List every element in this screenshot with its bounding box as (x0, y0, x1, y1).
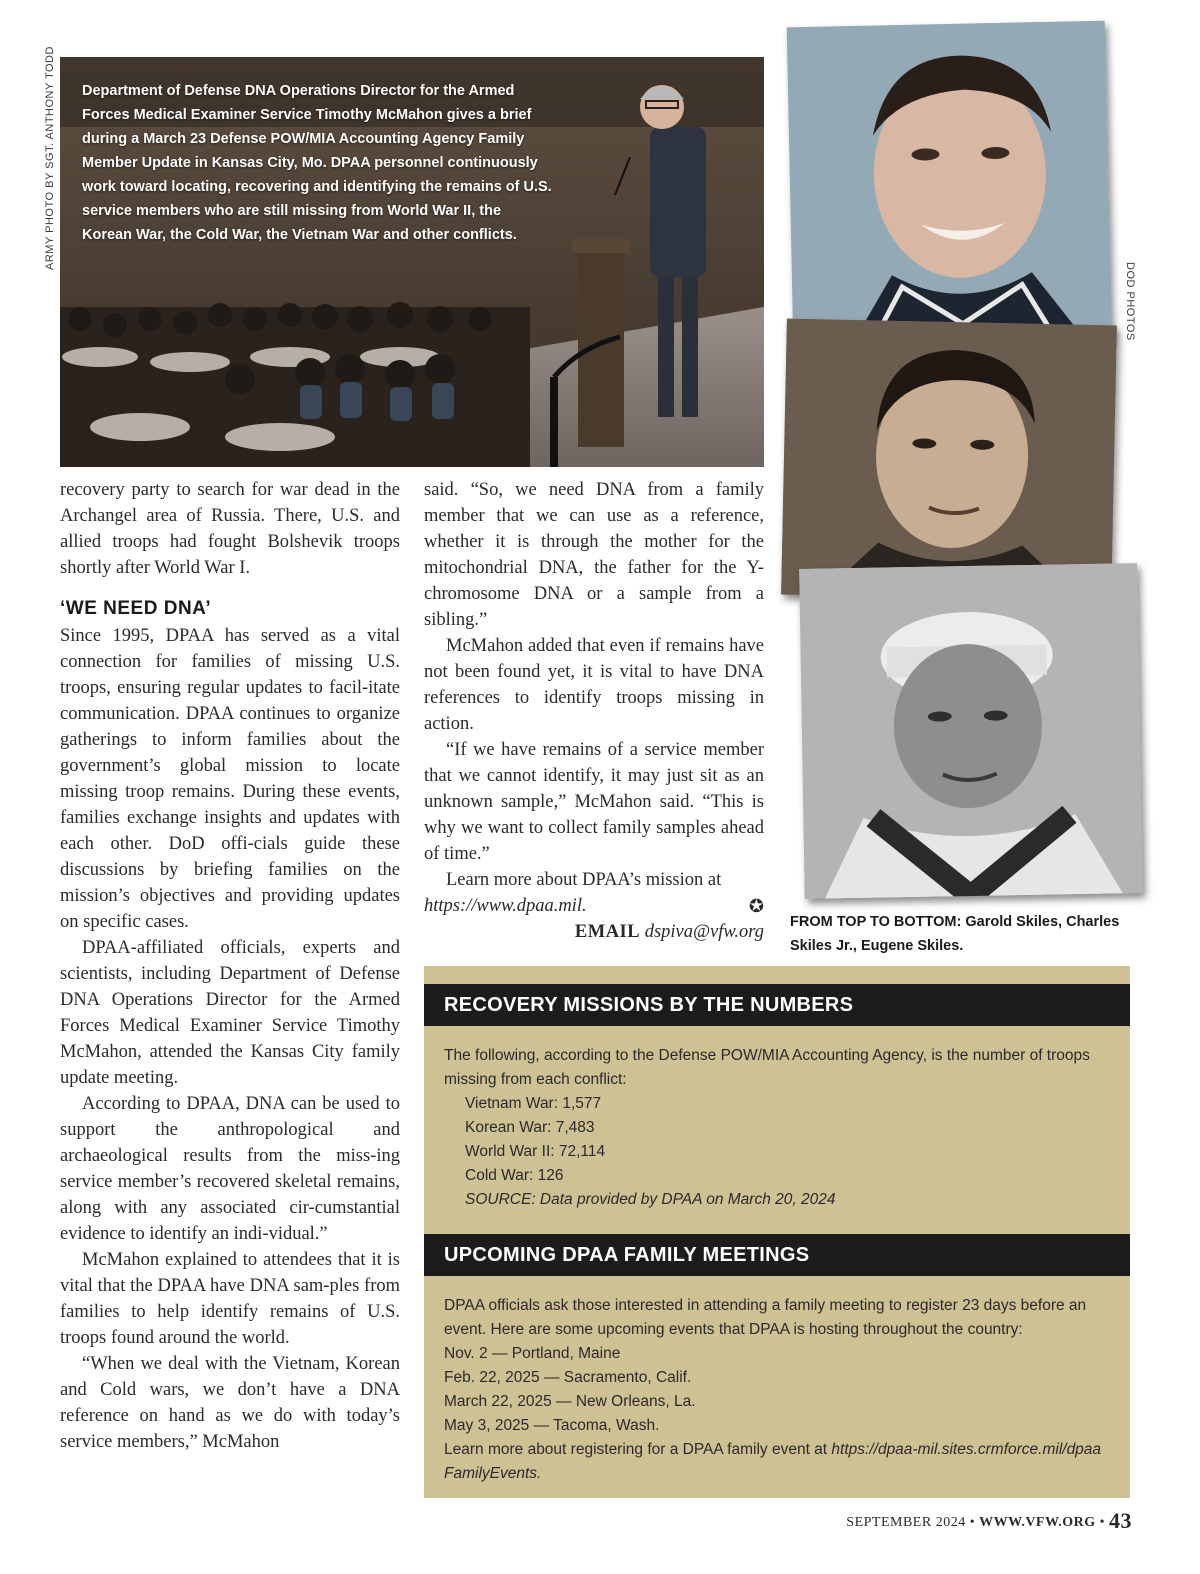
footer-separator: • (1099, 1515, 1105, 1530)
author-email-link[interactable]: dspiva@vfw.org (644, 922, 764, 942)
meeting-list-item: May 3, 2025 — Tacoma, Wash. (444, 1417, 660, 1434)
numbers-list-item: Cold War: 126 (465, 1167, 564, 1184)
article-paragraph: According to DPAA, DNA can be used to support the anthropological and archaeological results from the miss-ing service member’s recovered skeletal remains, along with any associated cir-cumstantial evidence to identify an indi-vidual.” (60, 1094, 400, 1244)
sidebar-box (424, 966, 1130, 1498)
sailor-portrait-illustration (799, 563, 1143, 899)
portrait-charles-skiles-jr (781, 319, 1117, 602)
numbers-list-item: Vietnam War: 1,577 (465, 1095, 602, 1112)
article-column-2 (424, 477, 764, 945)
author-email-line (424, 919, 764, 945)
meeting-list-item: March 22, 2025 — New Orleans, La. (444, 1393, 696, 1410)
article-paragraph: said. “So, we need DNA from a family member that we can use as a reference, whether it is through the mother for the mitochondrial DNA, the father for the Y-chromosome DNA or a sample from a sibling.” (424, 480, 764, 630)
article-paragraph: Since 1995, DPAA has served as a vital connection for families of missing U.S. troops, ensuring regular updates to facil-itate communication. DPAA continues to organize gatherings to inform families about the government’s global mission to locate missing troop remains. During these events, families exchange insights and updates with each other. DoD offi-cials guide these discussions by briefing families on the mission’s objectives and providing updates on specific cases. (60, 626, 400, 932)
article-column-1 (60, 477, 400, 1455)
article-intro: recovery party to search for war dead in the Archangel area of Russia. There, U.S. and allied troops had fought Bolshevik troops shortly after World War I. (60, 480, 400, 578)
meeting-list-item: Feb. 22, 2025 — Sacramento, Calif. (444, 1369, 692, 1386)
hero-photo (60, 57, 764, 467)
recovery-missions-title: RECOVERY MISSIONS BY THE NUMBERS (424, 984, 1130, 1026)
article-paragraph: DPAA-affiliated officials, experts and scientists, including Department of Defense DNA Operations Director for the Armed Forces Medical Examiner Service Timothy McMahon, attended the Kansas City family update meeting. (60, 938, 400, 1088)
footer-separator: • (969, 1515, 976, 1530)
email-label: EMAIL (574, 922, 641, 942)
family-meetings-intro: DPAA officials ask those interested in attending a family meeting to register 23 days before an event. Here are some upcoming events that DPAA is hosting throughout the country: (444, 1297, 1087, 1338)
portrait-caption-names: Garold Skiles, Charles Skiles Jr., Eugene Skiles. (790, 914, 1120, 954)
photo-credit-right: DOD PHOTOS (1124, 262, 1136, 341)
family-meetings-learn-more (444, 1438, 1104, 1486)
family-events-link[interactable]: https://dpaa-mil.sites.crmforce.mil/dpaaFamilyEvents. (444, 1441, 1102, 1482)
family-meetings-body (444, 1294, 1104, 1486)
numbers-list-item: Korean War: 7,483 (465, 1119, 595, 1136)
dpaa-website-link[interactable]: https://www.dpaa.mil. (424, 896, 587, 916)
photo-credit-left: ARMY PHOTO BY SGT. ANTHONY TODD (44, 46, 56, 270)
recovery-numbers-body (444, 1044, 1104, 1212)
sailor-portrait-illustration (781, 319, 1117, 602)
article-paragraph: “When we deal with the Vietnam, Korean and Cold wars, we don’t have a DNA reference on hand as we do with today’s service members,” McMahon (60, 1354, 400, 1452)
portrait-caption (790, 910, 1150, 958)
article-paragraph: Learn more about DPAA’s mission at (446, 870, 722, 890)
issue-date: SEPTEMBER 2024 (846, 1515, 966, 1530)
hero-caption: Department of Defense DNA Operations Director for the Armed Forces Medical Examiner Service Timothy McMahon gives a brief during a March 23 Defense POW/MIA Accounting Agency Family Member Update in Kansas City, Mo. DPAA personnel continuously work toward locating, recovering and identifying the remains of U.S. service members who are still missing from World War II, the Korean War, the Cold War, the Vietnam War and other conflicts. (82, 83, 552, 243)
end-mark-icon: ✪ (748, 896, 764, 916)
learn-more-text: Learn more about registering for a DPAA family event at (444, 1441, 832, 1458)
page-number: 43 (1109, 1508, 1132, 1533)
numbers-source: SOURCE: Data provided by DPAA on March 20, 2024 (465, 1191, 836, 1208)
article-paragraph: McMahon explained to attendees that it is vital that the DPAA have DNA sam-ples from families to help identify remains of U.S. troops found around the world. (60, 1250, 400, 1348)
meeting-list-item: Nov. 2 — Portland, Maine (444, 1345, 621, 1362)
article-link-line (424, 893, 764, 919)
sailor-portrait-illustration (787, 21, 1112, 344)
recovery-numbers-intro: The following, according to the Defense POW/MIA Accounting Agency, is the number of troops missing from each conflict: (444, 1047, 1090, 1088)
article-paragraph: “If we have remains of a service member that we cannot identify, it may just sit as an unknown sample,” McMahon said. “This is why we want to collect family samples ahead of time.” (424, 740, 764, 864)
portrait-garold-skiles (787, 21, 1112, 344)
numbers-list-item: World War II: 72,114 (465, 1143, 606, 1160)
portrait-caption-lead: FROM TOP TO BOTTOM: (790, 914, 962, 930)
portrait-eugene-skiles (799, 563, 1143, 899)
page-footer (846, 1508, 1132, 1534)
family-meetings-title: UPCOMING DPAA FAMILY MEETINGS (424, 1234, 1130, 1276)
footer-site: WWW.VFW.ORG (979, 1515, 1096, 1530)
article-paragraph: McMahon added that even if remains have not been found yet, it is vital to have DNA references to identify troops missing in action. (424, 636, 764, 734)
subhead-we-need-dna: ‘WE NEED DNA’ (60, 598, 212, 619)
